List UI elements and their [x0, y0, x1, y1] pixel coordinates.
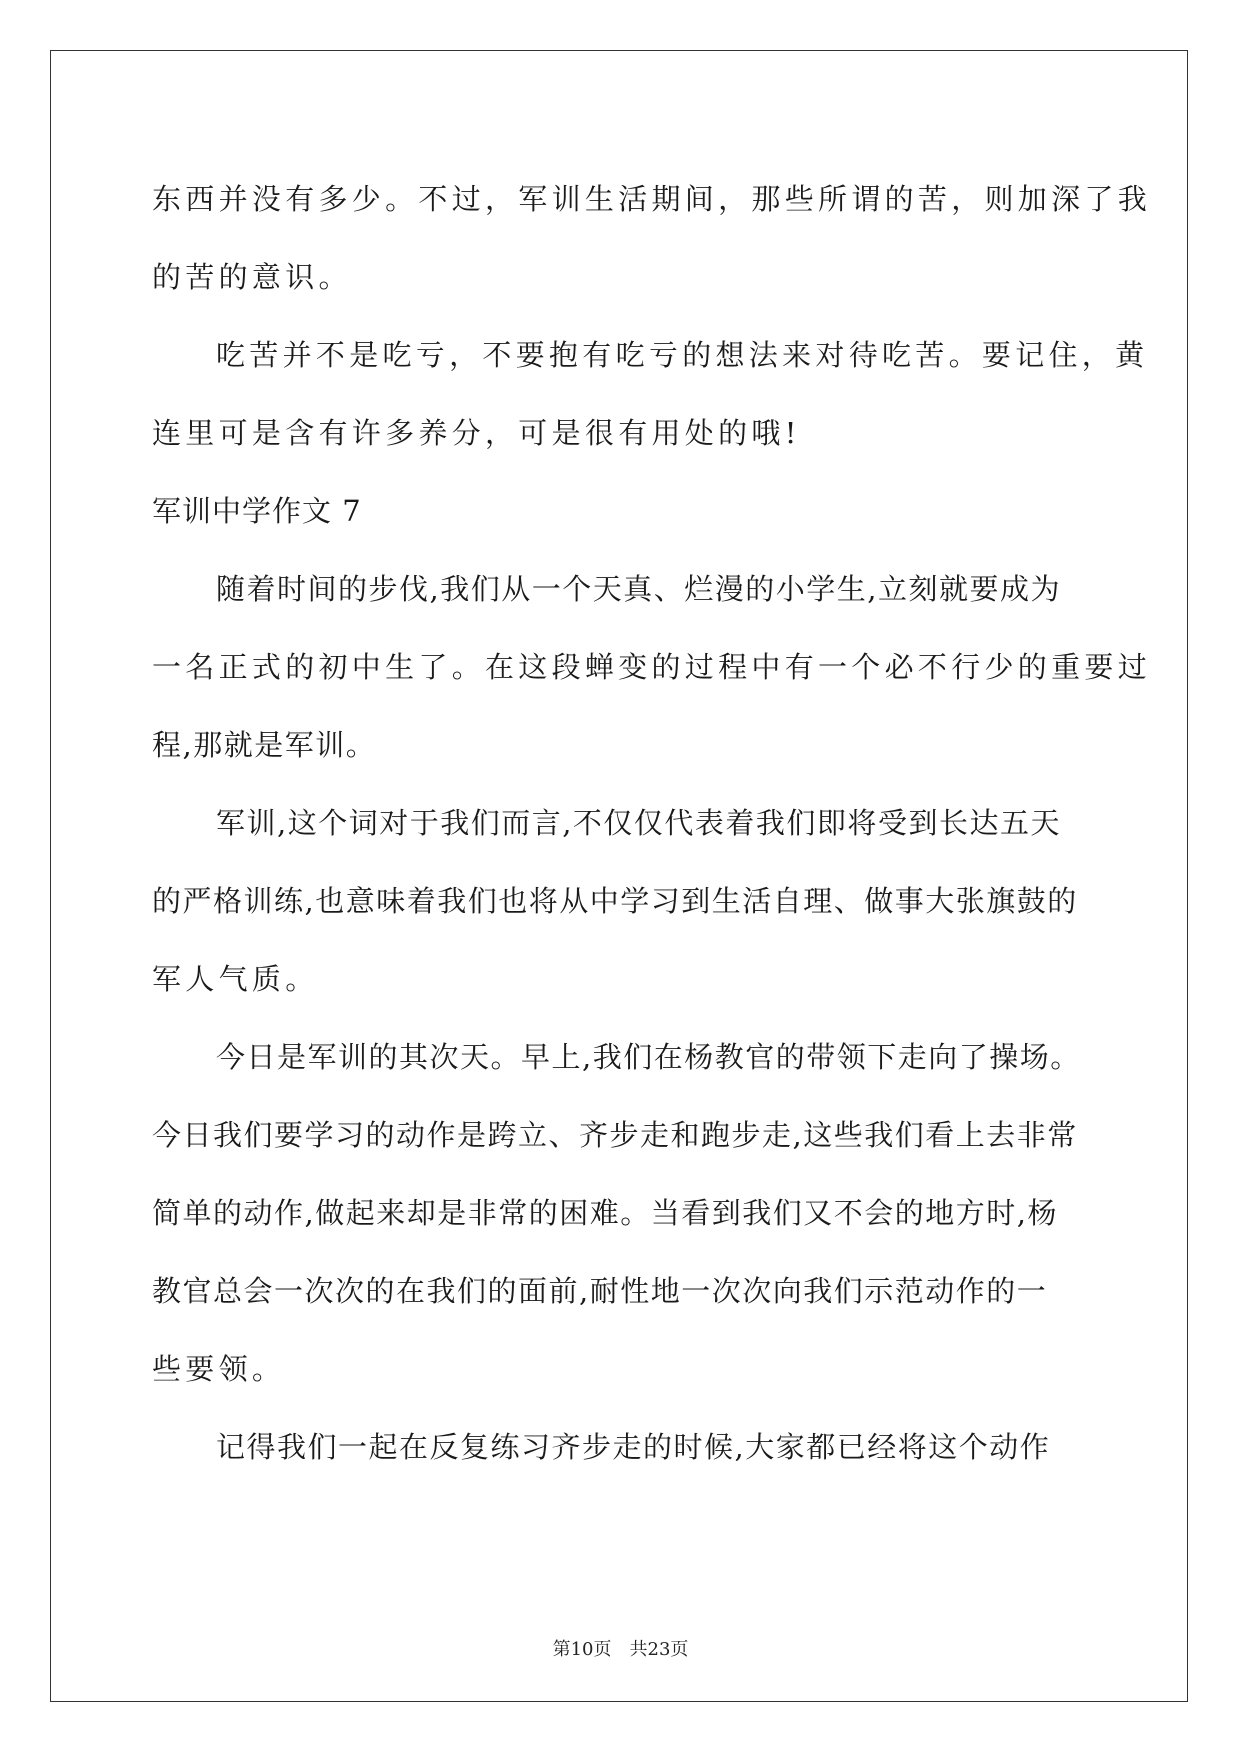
text-line: 程,那就是军训。: [152, 728, 377, 762]
text-line: 今日是军训的其次天。早上,我们在杨教官的带领下走向了操场。: [216, 1040, 1081, 1074]
page-number-total: 共23页: [629, 1639, 689, 1660]
page-number-current: 第10页: [552, 1639, 612, 1660]
page-footer: [0, 1638, 1241, 1662]
text-line: 军训,这个词对于我们而言,不仅仅代表着我们即将受到长达五天: [216, 806, 1061, 840]
text-line: 简单的动作,做起来却是非常的困难。当看到我们又不会的地方时,杨: [152, 1196, 1058, 1230]
text-line: 一名正式的初中生了。在这段蝉变的过程中有一个必不行少的重要过: [152, 650, 1152, 684]
text-line: 随着时间的步伐,我们从一个天真、烂漫的小学生,立刻就要成为: [216, 572, 1061, 606]
section-heading: 军训中学作文 7: [152, 494, 362, 528]
text-line: 东西并没有多少。不过，军训生活期间，那些所谓的苦，则加深了我: [152, 182, 1152, 216]
text-line: 今日我们要学习的动作是跨立、齐步走和跑步走,这些我们看上去非常: [152, 1118, 1078, 1152]
text-line: 教官总会一次次的在我们的面前,耐性地一次次向我们示范动作的一: [152, 1274, 1048, 1308]
text-line: 些要领。: [152, 1352, 286, 1386]
document-body: [152, 160, 1152, 1486]
text-line: 的严格训练,也意味着我们也将从中学习到生活自理、做事大张旗鼓的: [152, 884, 1078, 918]
text-line: 军人气质。: [152, 962, 319, 996]
text-line: 连里可是含有许多养分，可是很有用处的哦!: [152, 416, 801, 450]
text-line: 记得我们一起在反复练习齐步走的时候,大家都已经将这个动作: [216, 1430, 1051, 1464]
text-line: 吃苦并不是吃亏，不要抱有吃亏的想法来对待吃苦。要记住，黄: [216, 338, 1149, 372]
text-line: 的苦的意识。: [152, 260, 352, 294]
